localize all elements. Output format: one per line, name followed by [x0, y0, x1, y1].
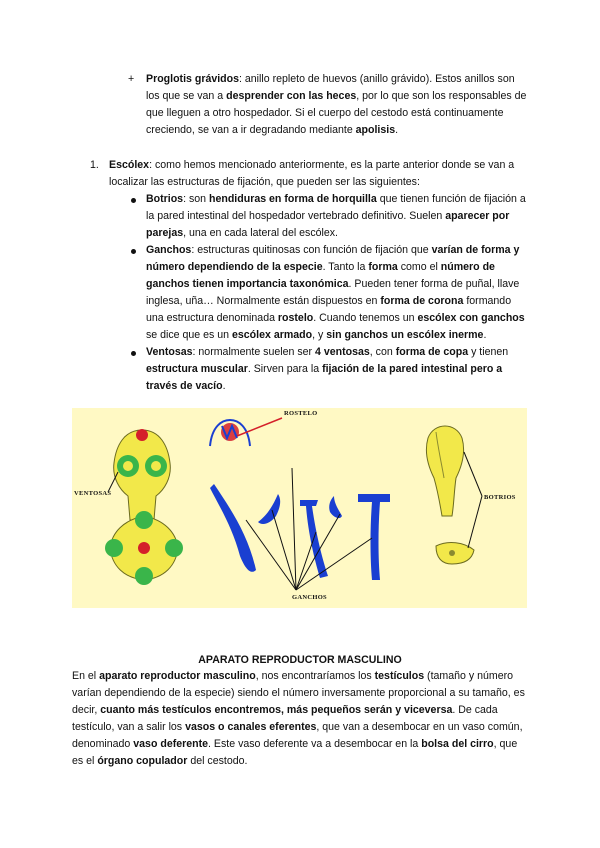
figure-drawing [72, 408, 527, 608]
ganchos-term: Ganchos [146, 244, 192, 256]
plus-bullet: + [128, 73, 135, 85]
ventosas-term: Ventosas [146, 346, 193, 358]
proglotis-paragraph: Proglotis grávidos: anillo repleto de huevos (anillo grávido). Estos anillos son los que se van a desprender con las heces, por lo que son los responsables de que lleguen a otro hospedador. Si el cuerpo del cestodo está continuamente creciendo, se van a ir degradando mediante apolisis. [146, 73, 527, 136]
escolex-paragraph: Escólex: como hemos mencionado anteriormente, es la parte anterior donde se van a localizar las estructuras de fijación, que pueden ser las siguientes: [109, 159, 515, 188]
botrios-paragraph: Botrios: son hendiduras en forma de horquilla que tienen función de fijación a la pared intestinal del hospedador vertebrado definitivo. Suelen aparecer por parejas, una en cada lateral del escólex. [146, 193, 526, 239]
botrios-term: Botrios [146, 193, 184, 205]
section-paragraph: En el aparato reproductor masculino, nos encontraríamos los testículos (tamaño y número varían dependiendo de la especie) siendo el número inversamente proporcional a su tamaño, es decir, cuanto más testículos encontremos, más pequeños serán y viceversa. De cada testículo, van a salir los vasos o canales eferentes, que van a desembocar en un vaso común, denominado vaso deferente. Este vaso deferente va a desembocar en la bolsa del cirro, que es el órgano copulador del cestodo. [72, 670, 525, 767]
ventosas-paragraph: Ventosas: normalmente suelen ser 4 ventosas, con forma de copa y tienen estructura muscular. Sirven para la fijación de la pared intestinal pero a través de vacío. [146, 346, 509, 392]
rostellum-illustration [210, 418, 282, 446]
hooks-illustration [210, 484, 390, 580]
section-heading: APARATO REPRODUCTOR MASCULINO [198, 654, 402, 666]
ganchos-paragraph: Ganchos: estructuras quitinosas con función de fijación que varían de forma y número dependiendo de la especie. Tanto la forma como el número de ganchos tienen importancia taxonómica. Pueden tener forma de puñal, llave inglesa, uña… Normalmente están dispuestos en forma de corona formando una estructura denominada rostelo. Cuando tenemos un escólex con ganchos se dice que es un escólex armado, y sin ganchos un escólex inerme. [146, 244, 525, 341]
label-rostelo: ROSTELO [284, 410, 318, 417]
proglotis-term: Proglotis grávidos [146, 73, 240, 85]
scolex-with-suckers-illustration [114, 429, 171, 520]
bullet-dot [131, 198, 136, 203]
label-ganchos: GANCHOS [292, 594, 327, 601]
fixation-structures-figure [72, 408, 527, 608]
bullet-dot [131, 351, 136, 356]
scolex-top-view-illustration [105, 511, 183, 585]
list-number: 1. [90, 159, 99, 171]
bullet-dot [131, 249, 136, 254]
escolex-term: Escólex [109, 159, 150, 171]
label-ventosas: VENTOSAS [74, 490, 112, 497]
bothria-illustration [426, 426, 482, 564]
label-botrios: BOTRIOS [484, 494, 516, 501]
